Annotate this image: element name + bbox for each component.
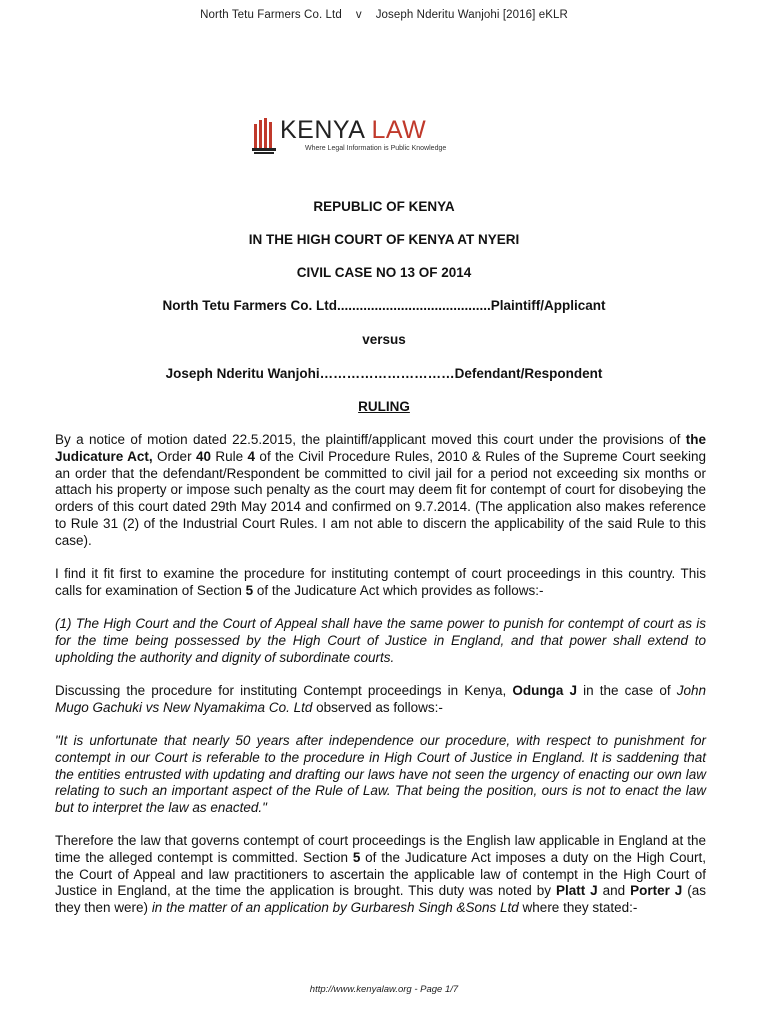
logo-wordmark xyxy=(280,118,426,143)
heading-versus: versus xyxy=(362,332,406,347)
header-citation: Joseph Nderitu Wanjohi [2016] eKLR xyxy=(375,9,568,21)
paragraph-3-quote: (1) The High Court and the Court of Appeal shall have the same power to punish for contempt of court as is for the time being possessed by the High Court of Justice in England, and that power shall extend to upholding the authority and dignity of subordinate courts. xyxy=(55,616,706,665)
paragraph-4: Discussing the procedure for instituting Contempt proceedings in Kenya, Odunga J in the case of John Mugo Gachuki vs New Nyamakima Co. Ltd observed as follows:- xyxy=(55,683,706,715)
header-plaintiff: North Tetu Farmers Co. Ltd xyxy=(200,9,342,21)
logo-word-law: LAW xyxy=(371,116,427,144)
heading-republic: REPUBLIC OF KENYA xyxy=(313,199,455,214)
kenya-law-logo xyxy=(252,116,467,158)
page-footer: http://www.kenyalaw.org - Page 1/7 xyxy=(309,984,459,995)
logo-tagline: Where Legal Information is Public Knowledge xyxy=(305,145,447,152)
paragraph-1: By a notice of motion dated 22.5.2015, the plaintiff/applicant moved this court under the provisions of the Judicature Act, Order 40 Rule 4 of the Civil Procedure Rules, 2010 & Rules of the Supreme Court seeking an order that the defendant/Respondent be committed to civil jail for a period not exceeding six months or attach his property or impose such penalty as the court may deem fit for contempt of court for disobeying the orders of this court dated 29th May 2014 and confirmed on 9.7.2014. (The application also makes reference to Rule 31 (2) of the Industrial Court Rules. I am not able to discern the applicability of the said Rule to this case). xyxy=(55,432,707,548)
header-v: v xyxy=(355,9,362,21)
heading-plaintiff: North Tetu Farmers Co. Ltd.........................................Plaintiff/Applicant xyxy=(162,298,606,313)
paragraph-5-quote: "It is unfortunate that nearly 50 years after independence our procedure, with respect to punishment for contempt in our Court is referable to the procedure in High Court of Justice in England. It is saddening that the entities entrusted with updating and drafting our laws have not seen the urgency of enacting our own law relating to such an important aspect of the Rule of Law. That being the position, ours is not to enact the law but to interpret the law as enacted." xyxy=(55,733,706,816)
heading-defendant: Joseph Nderitu Wanjohi…………………………Defendant/Respondent xyxy=(165,366,603,381)
paragraph-2: I find it fit first to examine the procedure for instituting contempt of court proceedings in this country. This calls for examination of Section 5 of the Judicature Act which provides as follows:- xyxy=(55,566,706,598)
pillars-icon xyxy=(252,116,280,156)
heading-case-number: CIVIL CASE NO 13 OF 2014 xyxy=(296,265,472,280)
heading-ruling: RULING xyxy=(358,399,410,414)
paragraph-6: Therefore the law that governs contempt of court proceedings is the English law applicable in England at the time the alleged contempt is committed. Section 5 of the Judicature Act imposes a duty on the High Court, the Court of Appeal and law practitioners to ascertain the applicable law of contempt in the High Court of Justice in England, at the time the application is brought. This duty was noted by Platt J and Porter J (as they then were) in the matter of an application by Gurbaresh Singh &Sons Ltd where they stated:- xyxy=(55,833,706,916)
heading-court: IN THE HIGH COURT OF KENYA AT NYERI xyxy=(248,232,520,247)
running-header xyxy=(0,9,768,21)
logo-word-kenya: KENYA xyxy=(280,116,365,144)
